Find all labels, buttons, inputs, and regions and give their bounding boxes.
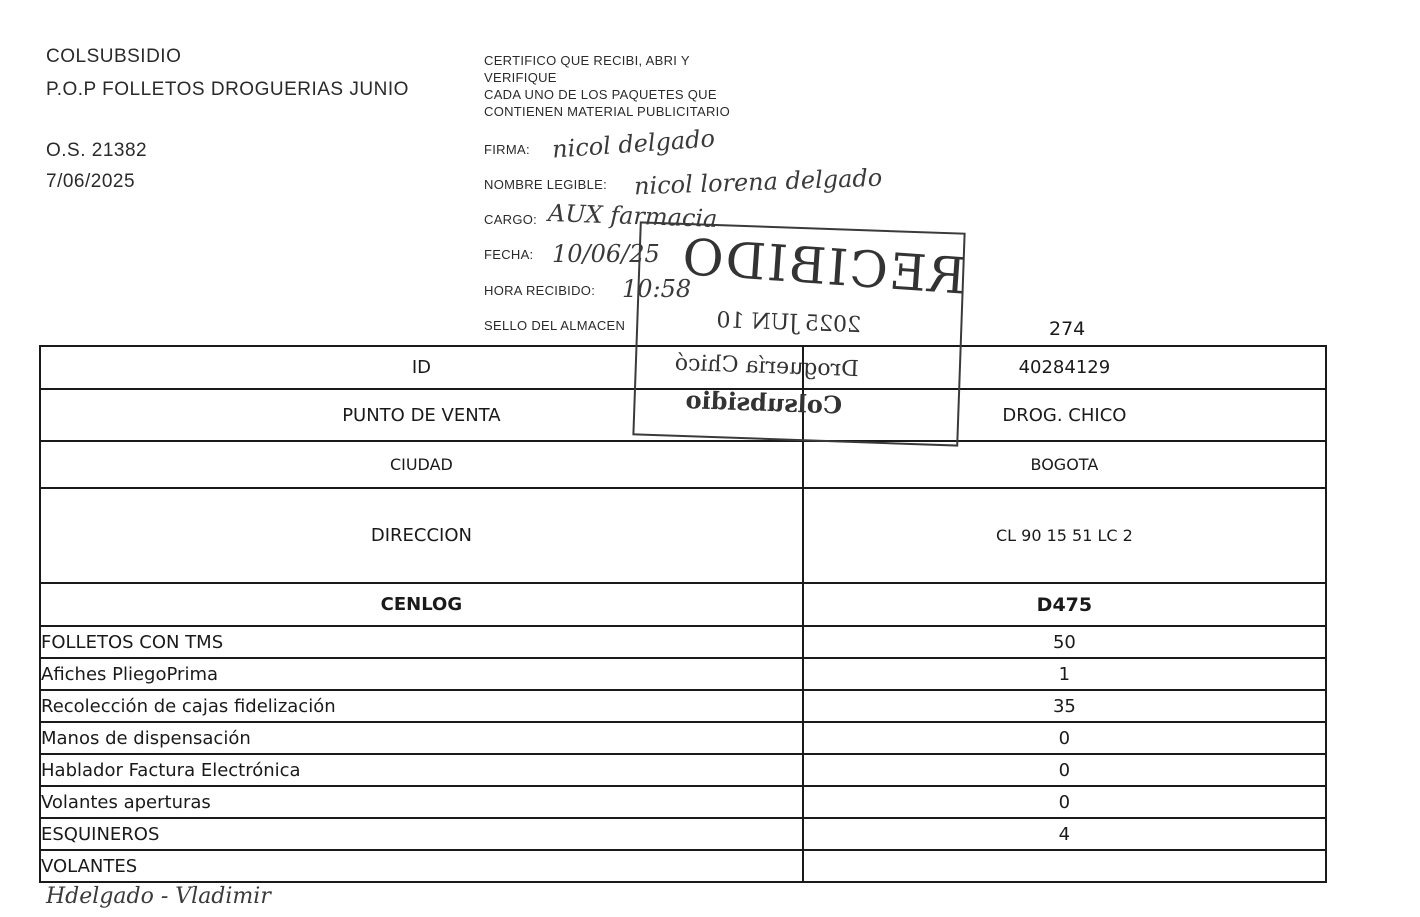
box-number: 274 bbox=[1049, 318, 1086, 340]
store-info-value: D475 bbox=[803, 583, 1326, 626]
item-name: FOLLETOS CON TMS bbox=[40, 626, 803, 658]
stamp-date: 2025 JUN 10 bbox=[715, 308, 862, 339]
item-qty: 50 bbox=[803, 626, 1326, 658]
item-name: Recolección de cajas fidelización bbox=[40, 690, 803, 722]
item-qty: 0 bbox=[803, 786, 1326, 818]
store-info-label: DIRECCION bbox=[40, 488, 803, 583]
certification-text bbox=[484, 52, 730, 120]
table-row bbox=[40, 583, 1326, 626]
firma-signature: nicol delgado bbox=[551, 124, 716, 164]
stamp-store: Droguería Chicó bbox=[674, 350, 860, 383]
item-qty: 4 bbox=[803, 818, 1326, 850]
fecha-label: FECHA: bbox=[484, 247, 534, 262]
firma-label: FIRMA: bbox=[484, 142, 530, 157]
table-row bbox=[40, 690, 1326, 722]
item-qty: 0 bbox=[803, 722, 1326, 754]
company-name: COLSUBSIDIO bbox=[46, 46, 182, 67]
table-row bbox=[40, 658, 1326, 690]
nombre-label: NOMBRE LEGIBLE: bbox=[484, 177, 607, 192]
document-date: 7/06/2025 bbox=[46, 171, 136, 192]
store-info-value: CL 90 15 51 LC 2 bbox=[803, 488, 1326, 583]
cargo-handwritten: AUX farmacia bbox=[547, 199, 718, 233]
table-row bbox=[40, 722, 1326, 754]
fecha-handwritten: 10/06/25 bbox=[552, 240, 660, 268]
store-info-label: CENLOG bbox=[40, 583, 803, 626]
item-qty bbox=[803, 850, 1326, 882]
store-info-label: PUNTO DE VENTA bbox=[40, 389, 803, 441]
table-row bbox=[40, 626, 1326, 658]
table-row bbox=[40, 850, 1326, 882]
item-qty: 35 bbox=[803, 690, 1326, 722]
certification-line: CONTIENEN MATERIAL PUBLICITARIO bbox=[484, 104, 730, 119]
stamp-title: RECIBIDO bbox=[678, 227, 968, 306]
table-row bbox=[40, 488, 1326, 583]
item-qty: 1 bbox=[803, 658, 1326, 690]
item-name: Manos de dispensación bbox=[40, 722, 803, 754]
certification-line: CERTIFICO QUE RECIBI, ABRI Y bbox=[484, 53, 690, 68]
nombre-handwritten: nicol lorena delgado bbox=[633, 163, 883, 201]
store-info-label: ID bbox=[40, 346, 803, 389]
cargo-label: CARGO: bbox=[484, 212, 538, 227]
order-number: O.S. 21382 bbox=[46, 140, 148, 161]
item-name: Afiches PliegoPrima bbox=[40, 658, 803, 690]
item-qty: 0 bbox=[803, 754, 1326, 786]
stamp-brand: Colsubsidio bbox=[685, 385, 843, 420]
item-name: Hablador Factura Electrónica bbox=[40, 754, 803, 786]
table-row bbox=[40, 754, 1326, 786]
item-name: ESQUINEROS bbox=[40, 818, 803, 850]
project-title: P.O.P FOLLETOS DROGUERIAS JUNIO bbox=[46, 79, 409, 100]
sello-label: SELLO DEL ALMACEN bbox=[484, 318, 626, 333]
store-info-value: DROG. CHICO bbox=[803, 389, 1326, 441]
store-info-value: 40284129 bbox=[803, 346, 1326, 389]
item-name: VOLANTES bbox=[40, 850, 803, 882]
certification-line: VERIFIQUE bbox=[484, 70, 557, 85]
certification-line: CADA UNO DE LOS PAQUETES QUE bbox=[484, 87, 717, 102]
table-row bbox=[40, 786, 1326, 818]
table-row bbox=[40, 441, 1326, 488]
store-info-label: CIUDAD bbox=[40, 441, 803, 488]
footer-handwriting: Hdelgado - Vladimir bbox=[46, 884, 271, 909]
item-name: Volantes aperturas bbox=[40, 786, 803, 818]
hora-handwritten: 10:58 bbox=[622, 275, 692, 303]
hora-label: HORA RECIBIDO: bbox=[484, 283, 596, 298]
store-info-value: BOGOTA bbox=[803, 441, 1326, 488]
table-row bbox=[40, 818, 1326, 850]
received-stamp bbox=[632, 221, 968, 446]
